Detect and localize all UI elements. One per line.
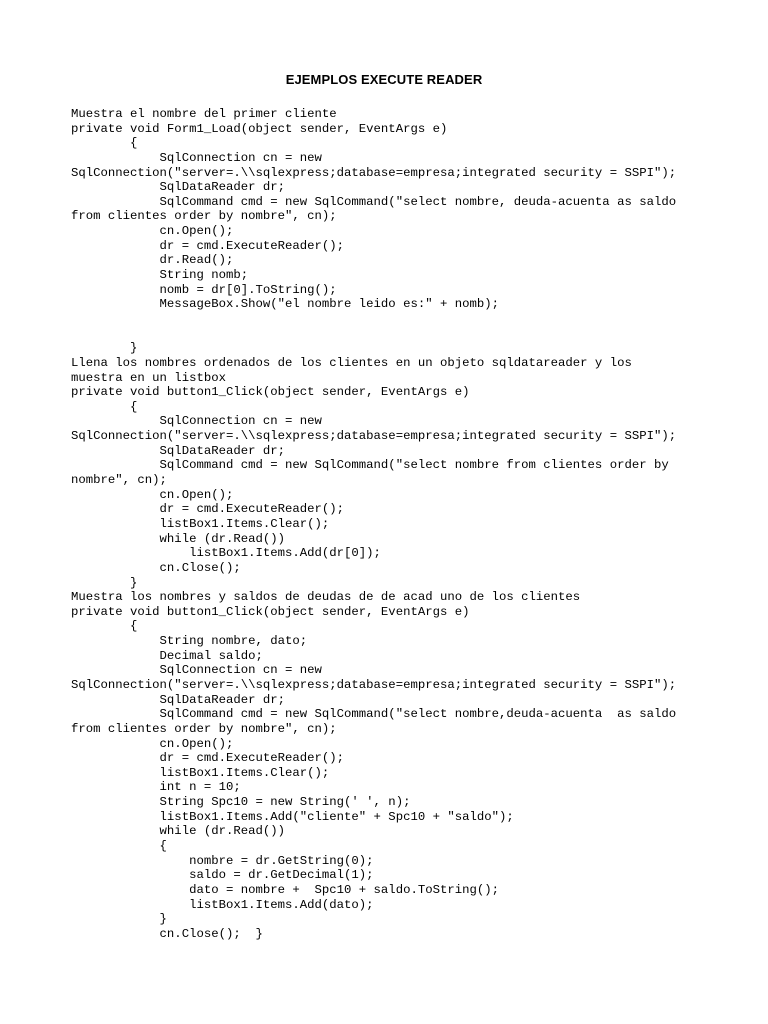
code-line: SqlConnection cn = new [71, 150, 322, 165]
code-line: cn.Open(); [71, 736, 234, 751]
code-line: dr.Read(); [71, 253, 234, 268]
code-line: listBox1.Items.Add(dr[0]); [71, 546, 381, 561]
code-line: dr = cmd.ExecuteReader(); [71, 751, 345, 766]
code-line: } [71, 341, 138, 356]
code-line: int n = 10; [71, 780, 241, 795]
code-line: cn.Open(); [71, 487, 234, 502]
code-line: String nombre, dato; [71, 634, 308, 649]
code-line: { [71, 839, 167, 854]
code-line: listBox1.Items.Add("cliente" + Spc10 + "saldo"); [71, 809, 514, 824]
code-line: SqlDataReader dr; [71, 692, 286, 707]
document-title: EJEMPLOS EXECUTE READER [285, 72, 483, 87]
code-line: cn.Open(); [71, 224, 234, 239]
code-line: muestra en un listbox [71, 370, 226, 385]
code-line: Llena los nombres ordenados de los clientes en un objeto sqldatareader y los [71, 355, 632, 370]
code-line: Decimal saldo; [71, 648, 263, 663]
code-line: SqlDataReader dr; [71, 180, 286, 195]
code-line [71, 312, 751, 327]
code-line: String nomb; [71, 268, 249, 283]
code-line: dato = nombre + Spc10 + saldo.ToString(); [71, 882, 500, 897]
code-line: nombre", cn); [71, 473, 167, 488]
code-line: SqlConnection("server=.\\sqlexpress;database=empresa;integrated security = SSPI"); [71, 677, 677, 692]
code-line: cn.Close(); [71, 560, 241, 575]
code-line: while (dr.Read()) [71, 531, 286, 546]
code-line: private void Form1_Load(object sender, EventArgs e) [71, 121, 448, 136]
code-line: } [71, 575, 138, 590]
code-line: listBox1.Items.Clear(); [71, 765, 330, 780]
code-line: { [71, 619, 138, 634]
code-line: private void button1_Click(object sender, EventArgs e) [71, 385, 470, 400]
code-line: dr = cmd.ExecuteReader(); [71, 502, 345, 517]
code-line: SqlCommand cmd = new SqlCommand("select nombre from clientes order by [71, 458, 669, 473]
code-line: SqlConnection cn = new [71, 663, 322, 678]
code-line: listBox1.Items.Clear(); [71, 516, 330, 531]
code-line: dr = cmd.ExecuteReader(); [71, 238, 345, 253]
code-line: Muestra el nombre del primer cliente [71, 107, 337, 121]
code-line: cn.Close(); } [71, 926, 263, 941]
code-line: { [71, 399, 138, 414]
code-line: SqlDataReader dr; [71, 443, 286, 458]
code-line: nombre = dr.GetString(0); [71, 853, 374, 868]
code-line: from clientes order by nombre", cn); [71, 209, 337, 224]
code-line [71, 327, 751, 342]
code-line: SqlConnection cn = new [71, 414, 322, 429]
code-line: saldo = dr.GetDecimal(1); [71, 868, 374, 883]
code-line: } [71, 912, 167, 927]
code-line: Muestra los nombres y saldos de deudas de de acad uno de los clientes [71, 590, 581, 605]
code-line: String Spc10 = new String(' ', n); [71, 795, 411, 810]
code-block [71, 107, 751, 942]
code-line: from clientes order by nombre", cn); [71, 721, 337, 736]
code-line: SqlConnection("server=.\\sqlexpress;database=empresa;integrated security = SSPI"); [71, 429, 677, 444]
code-line: { [71, 136, 138, 151]
code-line: listBox1.Items.Add(dato); [71, 897, 374, 912]
code-line: SqlConnection("server=.\\sqlexpress;database=empresa;integrated security = SSPI"); [71, 165, 677, 180]
code-line: SqlCommand cmd = new SqlCommand("select nombre, deuda-acuenta as saldo [71, 194, 677, 209]
code-line: private void button1_Click(object sender, EventArgs e) [71, 604, 470, 619]
code-line: SqlCommand cmd = new SqlCommand("select nombre,deuda-acuenta as saldo [71, 707, 677, 722]
code-line: nomb = dr[0].ToString(); [71, 282, 337, 297]
code-line: MessageBox.Show("el nombre leido es:" + nomb); [71, 297, 500, 312]
code-line: while (dr.Read()) [71, 824, 286, 839]
